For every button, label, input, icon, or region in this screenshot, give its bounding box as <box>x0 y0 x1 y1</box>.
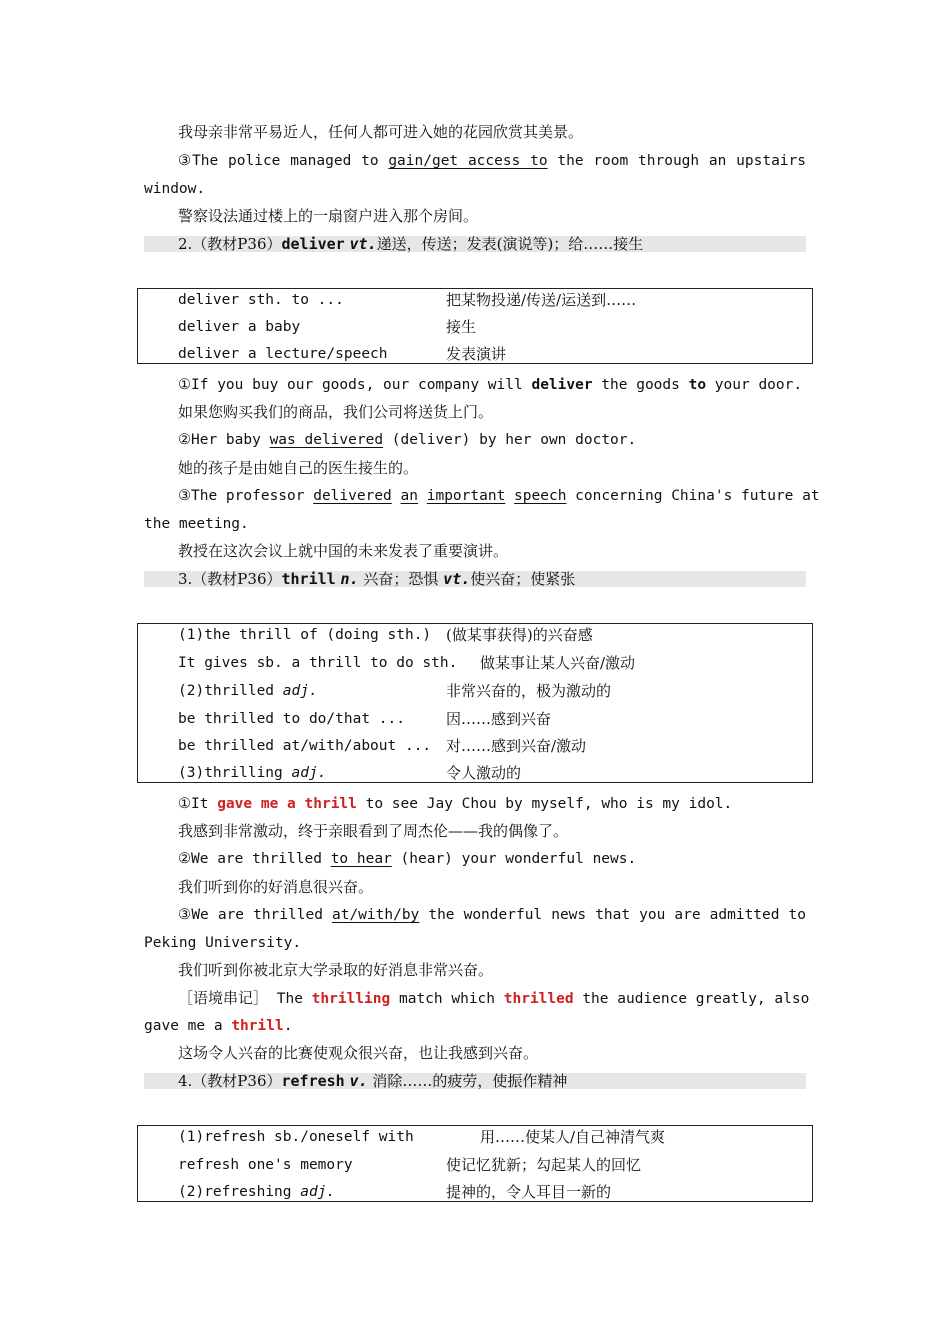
table-row: It gives sb. a thrill to do sth. 做某事让某人兴奋/激动 <box>178 654 636 672</box>
s3-example-1: ①It gave me a thrill to see Jay Chou by myself, who is my idol. <box>178 796 733 812</box>
s3-example-1-cn: 我感到非常激动，终于亲眼看到了周杰伦——我的偶像了。 <box>178 822 569 840</box>
s3-example-3-cont: Peking University. <box>144 935 302 951</box>
s3-example-2-cn: 我们听到你的好消息很兴奋。 <box>178 878 374 896</box>
s2-example-1: ①If you buy our goods, our company will deliver the goods to your door. <box>178 377 803 393</box>
table-row: be thrilled to do/that ... 因……感到兴奋 <box>178 710 552 728</box>
s2-example-1-cn: 如果您购买我们的商品，我们公司将送货上门。 <box>178 403 494 421</box>
table-row: (2)refreshing adj. 提神的，令人耳目一新的 <box>178 1183 612 1201</box>
section-2-heading: 2.（教材P36）deliver vt.递送，传送；发表(演说等)；给……接生 <box>144 236 806 252</box>
s2-example-3-cont: the meeting. <box>144 516 249 532</box>
table-row: (1)refresh sb./oneself with 用……使某人/自己神清气爽 <box>178 1128 666 1146</box>
section-2-table <box>137 288 813 364</box>
intro-example-3-cn: 警察设法通过楼上的一扇窗户进入那个房间。 <box>178 207 479 225</box>
table-row: (2)thrilled adj. 非常兴奋的，极为激动的 <box>178 682 612 700</box>
s3-context-note: ［语境串记］ The thrilling match which thrilled the audience greatly, also <box>178 989 810 1007</box>
section-3-table <box>137 623 813 783</box>
table-row: deliver a baby 接生 <box>178 318 477 336</box>
table-row: refresh one's memory 使记忆犹新；勾起某人的回忆 <box>178 1156 642 1174</box>
table-row: (1)the thrill of (doing sth.) (做某事获得)的兴奋感 <box>178 626 593 644</box>
s2-example-3: ③The professor delivered an important speech concerning China's future at <box>178 488 820 504</box>
section-4-table <box>137 1125 813 1202</box>
section-3-heading: 3.（教材P36）thrill n. 兴奋；恐惧 vt.使兴奋；使紧张 <box>144 571 806 587</box>
table-row: (3)thrilling adj. 令人激动的 <box>178 764 522 782</box>
s2-example-2: ②Her baby was delivered (deliver) by her own doctor. <box>178 432 637 448</box>
s2-example-2-cn: 她的孩子是由她自己的医生接生的。 <box>178 459 419 477</box>
table-row: deliver a lecture/speech 发表演讲 <box>178 345 507 363</box>
intro-line-cn: 我母亲非常平易近人，任何人都可进入她的花园欣赏其美景。 <box>178 123 584 141</box>
table-row: deliver sth. to ... 把某物投递/传送/运送到…… <box>178 291 637 309</box>
intro-example-3-cont: window. <box>144 181 206 197</box>
table-row: be thrilled at/with/about ... 对……感到兴奋/激动 <box>178 737 587 755</box>
intro-example-3: ③The police managed to gain/get access to the room through an upstairs <box>178 153 807 169</box>
s2-example-3-cn: 教授在这次会议上就中国的未来发表了重要演讲。 <box>178 542 509 560</box>
s3-context-note-cont: gave me a thrill. <box>144 1018 293 1034</box>
s3-example-2: ②We are thrilled to hear (hear) your wonderful news. <box>178 851 637 867</box>
section-4-heading: 4.（教材P36）refresh v. 消除……的疲劳，使振作精神 <box>144 1073 806 1089</box>
s3-context-note-cn: 这场令人兴奋的比赛使观众很兴奋，也让我感到兴奋。 <box>178 1044 539 1062</box>
s3-example-3: ③We are thrilled at/with/by the wonderful news that you are admitted to <box>178 907 806 923</box>
s3-example-3-cn: 我们听到你被北京大学录取的好消息非常兴奋。 <box>178 961 494 979</box>
